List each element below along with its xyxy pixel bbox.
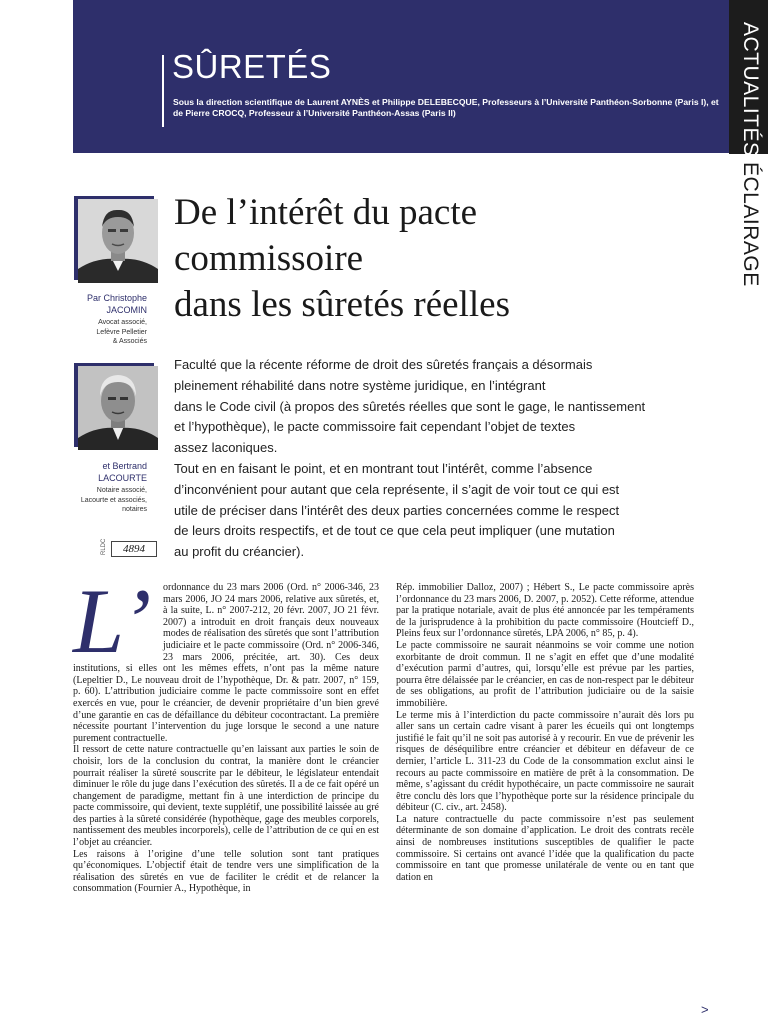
body-column-right [396, 582, 694, 883]
lead-line: d’inconvénient pour autant que cela représente, il s’agit de voir tout ce qui est [174, 481, 620, 497]
body-paragraph: Le terme mis à l’interdiction du pacte commissoire n’aurait dès lors pu aller sans un certain cadre visant à parer les écueils qui ont longtemps justifié le fait qu’il ne soit pas autorisé à y recourir. En vue de prévenir les risques de déséquilibre entre créancier et débiteur en défaveur de ce dernier, l’article L. 311-23 du Code de la consommation exclut ainsi le recours au pacte commissoire en matière de prêt à la consommation. De même, s’agissant du crédit hypothécaire, un pacte commissoire ne saurait être conclu dès lors que l’hypothèque porte sur la résidence principale du débiteur (C. civ., art. 2458). [396, 709, 694, 814]
lead-line: de leurs droits respectifs, et de tout ce que cela peut impliquer (une mutation [174, 523, 615, 539]
article-reference [97, 538, 159, 556]
header-rule [162, 55, 164, 127]
article-title-line: commissoire [174, 238, 364, 279]
section-title: SÛRETÉS [172, 48, 332, 85]
continue-arrow-icon: > [701, 1002, 709, 1017]
body-paragraph: La nature contractuelle du pacte commissoire n’est pas seulement déterminante de son domaine d’application. Le droit des contrats recèle ainsi de nombreuses institutions susceptibles de qualifier le pacte commissoire. Si certains ont avancé l’idée que la qualification du pacte commissoire en tant que promesse unilatérale de vente ou en tant que dation en [396, 813, 694, 883]
body-paragraph: Il ressort de cette nature contractuelle qu’en laissant aux parties le soin de choisir, lors de la conclusion du contrat, la manière dont le créancier pourrait réaliser la sûreté souscrite par le débiteur, le législateur entendait diminuer le rôle du juge dans l’exécution des sûretés. Il a de ce fait opéré un changement de paradigme, mettant fin à une interdiction de principe du pacte commissoire, qui devient, texte supplétif, une possibilité laissée au gré des parties à la sûreté considérée (hypothèque, gage des meubles corporels, nantissement des meubles incorporels), celle de l’attribution de ce qui en est l’objet au créancier. [73, 744, 379, 849]
section-header [73, 0, 729, 153]
author-role-line: & Associés [112, 338, 147, 345]
author-photo-jacomin [78, 199, 158, 283]
body-paragraph: Les raisons à l’origine d’une telle solution sont tant pratiques qu’économiques. L’objectif était de tendre vers une simplification de la réalisation des sûretés en vue de faciliter le crédit et de relancer la consommation (Fournier A., Hypothèque, in [73, 848, 379, 895]
author-byline-lacourte [60, 460, 147, 515]
reference-label: RLDC [101, 538, 107, 555]
author-role [60, 318, 147, 347]
drop-cap: L’ [73, 570, 152, 672]
lead-line: et l’hypothèque), le pacte commissoire fait cependant l’objet de textes [174, 419, 576, 435]
lead-line: utile de préciser dans l’intérêt des deux parties concernées comme le respect [174, 502, 620, 518]
author-role-line: Notaire associé, [96, 487, 147, 494]
author-role-line: Lacourte et associés, [80, 496, 147, 504]
author-role-line: notaires [122, 506, 147, 513]
article-title-line: De l’intérêt du pacte [174, 192, 478, 233]
article-lead [174, 355, 674, 563]
article-title-line: dans les sûretés réelles [174, 284, 510, 325]
author-surname: LACOURTE [98, 473, 147, 483]
section-tab [729, 0, 768, 300]
lead-line: Faculté que la récente réforme de droit des sûretés français a désormais [174, 357, 593, 372]
body-column-left [73, 570, 379, 895]
lead-line: dans le Code civil (à propos des sûretés réelles que sont le gage, le nantissement [174, 398, 646, 414]
article-title [174, 190, 694, 328]
author-role-line: Lefèvre Pelletier [96, 328, 147, 336]
author-role [60, 486, 147, 515]
body-paragraph: Rép. immobilier Dalloz, 2007) ; Hébert S., Le pacte commissoire après l’ordonnance du 23 mars 2006, D. 2007, p. 2052). Cette réforme, attendue par la pratique notariale, avait de plus été annoncée par les tempéraments de la jurisprudence à la prohibition du pacte commissoire (Houtcieff D., Pleins feux sur l’ordonnance sûretés, LPA 2006, n° 85, p. 4). [396, 582, 694, 640]
reference-number: 4894 [111, 541, 157, 557]
body-paragraph: ordonnance du 23 mars 2006 (Ord. n° 2006-346, 23 mars 2006, JO 24 mars 2006, relative aux sûretés, et, à la suite, L. n° 2007-212, 20 févr. 2007, JO 21 févr. 2007) a introduit en droit français deux nouveaux modes de réalisation des sûretés que sont l’attribution judiciaire et le pacte commissoire (Ord. n° 2006-346, 23 mars 2006, précitée, art. 30). Ces deux institutions, si elles ont les mêmes effets, n’ont pas la même nature (Lepeltier D., Le nouveau droit de l’hypothèque, Dr. & patr. 2007, n° 159, p. 60). L’attribution judiciaire comme le pacte commissoire sont en effet exercés en vue, pour le créancier, de devenir propriétaire d’un bien grevé d’une garantie en cas de défaillance du débiteur cocontractant. La première nécessite pourtant l’intervention du juge lorsque le second a une nature purement contractuelle. [73, 582, 379, 744]
author-surname: JACOMIN [106, 305, 147, 315]
lead-line: Tout en en faisant le point, et en montrant tout l’intérêt, comme l’absence [174, 460, 593, 476]
author-firstname: et Bertrand [102, 461, 147, 471]
author-role-line: Avocat associé, [98, 319, 147, 326]
body-paragraph: Le pacte commissoire ne saurait néanmoins se voir comme une notion exorbitante de droit commun. Il ne s’agit en effet que d’une modalité d’exécution parmi d’autres, qui, lorsqu’elle est prévue par les parties, pourra être délaissée par le créancier, en cas de non-respect par le débiteur de ses obligations, au profit de l’attribution judiciaire ou de la saisie immobilière. [396, 639, 694, 709]
editorial-direction: Sous la direction scientifique de Laurent AYNÈS et Philippe DELEBECQUE, Professeurs à l’Université Panthéon-Sorbonne (Paris I), et de Pierre CROCQ, Professeur à l’Université Panthéon-Assas (Paris II) [173, 97, 719, 118]
author-firstname: Par Christophe [86, 293, 147, 303]
subsection-tab-label: ÉCLAIRAGE [739, 162, 762, 287]
author-byline-jacomin [60, 292, 147, 347]
section-tab-label: ACTUALITÉS [739, 22, 762, 157]
lead-line: assez laconiques. [174, 440, 278, 456]
author-photo-lacourte [78, 366, 158, 450]
lead-line: pleinement réhabilité dans notre système juridique, en l’intégrant [174, 377, 546, 393]
lead-line: au profit du créancier). [174, 544, 305, 560]
